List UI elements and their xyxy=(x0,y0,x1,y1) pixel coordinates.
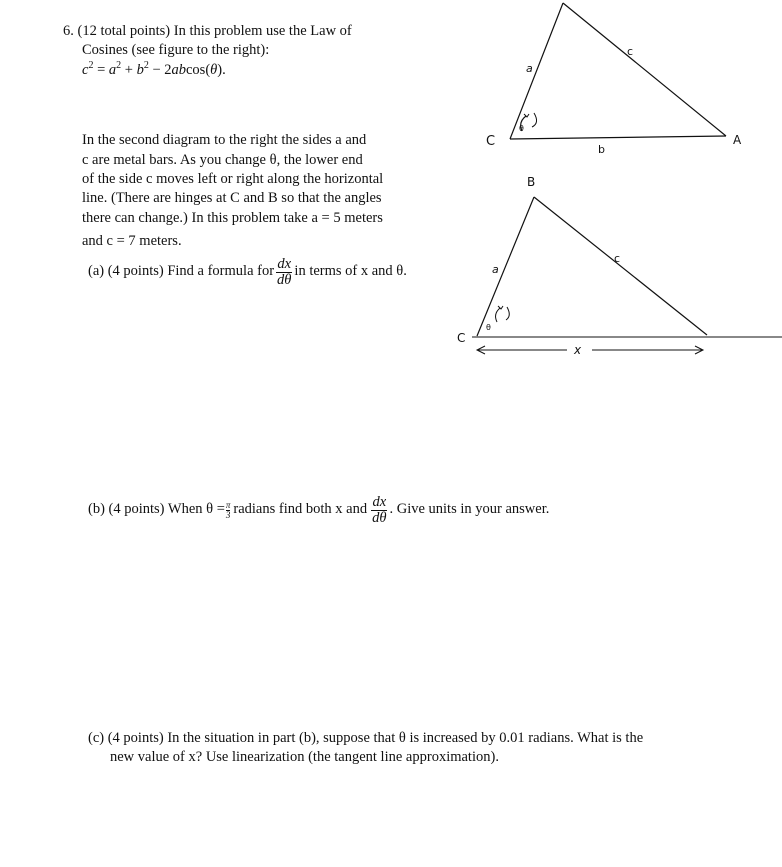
formula-close: ). xyxy=(217,62,226,78)
description-line: line. (There are hinges at C and B so that the angles xyxy=(82,190,382,206)
part-b-suffix: . Give units in your answer. xyxy=(389,501,550,518)
formula-eq: = xyxy=(93,62,109,78)
formula-abc: ab xyxy=(171,62,186,78)
part-a-suffix: in terms of x and θ. xyxy=(294,263,407,280)
fraction-denominator: 3 xyxy=(225,509,231,520)
formula-a: a xyxy=(108,62,117,78)
angle-mark xyxy=(506,307,509,320)
figure2-label-a: a xyxy=(492,263,499,276)
figure-law-of-cosines xyxy=(510,3,726,139)
part-b-middle: radians find both x and xyxy=(233,501,368,518)
figure1-label-C: C xyxy=(486,134,496,149)
description-line: of the side c moves left or right along the horizontal xyxy=(82,171,384,187)
description-line: and c = 7 meters. xyxy=(82,233,182,249)
figure2-label-C: C xyxy=(457,331,466,345)
fraction-numerator: dx xyxy=(372,493,387,510)
description-line: c are metal bars. As you change θ, the lower end xyxy=(82,152,363,168)
description-line: there can change.) In this problem take a = 5 meters xyxy=(82,210,383,226)
figure-metal-bars xyxy=(472,197,782,354)
side-c-line xyxy=(563,3,726,136)
side-c-bar xyxy=(534,197,707,335)
formula-cos: cos( xyxy=(186,62,211,78)
figure1-label-theta: θ xyxy=(519,124,524,133)
figure1-label-c: c xyxy=(627,45,634,58)
figure2-label-B: B xyxy=(527,175,536,189)
side-a-bar xyxy=(477,197,534,336)
side-b-line xyxy=(510,136,726,139)
fraction-numerator: dx xyxy=(277,255,292,272)
figure2-label-c: c xyxy=(614,252,621,265)
part-c-line1: (c) (4 points) In the situation in part (b), suppose that θ is increased by 0.01 radians. What is the xyxy=(88,730,644,746)
figure2-label-x: x xyxy=(574,343,582,357)
formula-b: b xyxy=(136,62,144,78)
formula-theta: θ xyxy=(210,62,218,78)
description-line: In the second diagram to the right the sides a and xyxy=(82,132,367,148)
problem-header-line2: Cosines (see figure to the right): xyxy=(82,42,270,58)
figure1-label-A: A xyxy=(733,133,742,147)
figure2-label-theta: θ xyxy=(486,323,491,332)
formula-minus: − 2 xyxy=(148,62,172,78)
figure1-label-a: a xyxy=(526,62,533,75)
problem-header-line1: 6. (12 total points) In this problem use the Law of xyxy=(63,23,352,39)
figure1-label-b: b xyxy=(598,143,605,156)
formula-c: c xyxy=(82,62,89,78)
part-a-prefix: (a) (4 points) Find a formula for xyxy=(88,263,275,280)
figure2-labels xyxy=(457,175,620,357)
fraction-denominator: dθ xyxy=(372,509,387,526)
part-b-prefix: (b) (4 points) When θ = xyxy=(88,501,225,518)
formula-plus: + xyxy=(121,62,137,78)
fraction-denominator: dθ xyxy=(277,271,292,288)
angle-mark xyxy=(532,113,537,127)
law-of-cosines-formula: $c^2 = a^2 + b^2 - 2abcos(\theta)$. xyxy=(82,60,226,78)
fraction-numerator: π xyxy=(225,499,231,510)
angle-arc xyxy=(496,308,500,322)
part-c-line2: new value of x? Use linearization (the tangent line approximation). xyxy=(110,749,499,765)
